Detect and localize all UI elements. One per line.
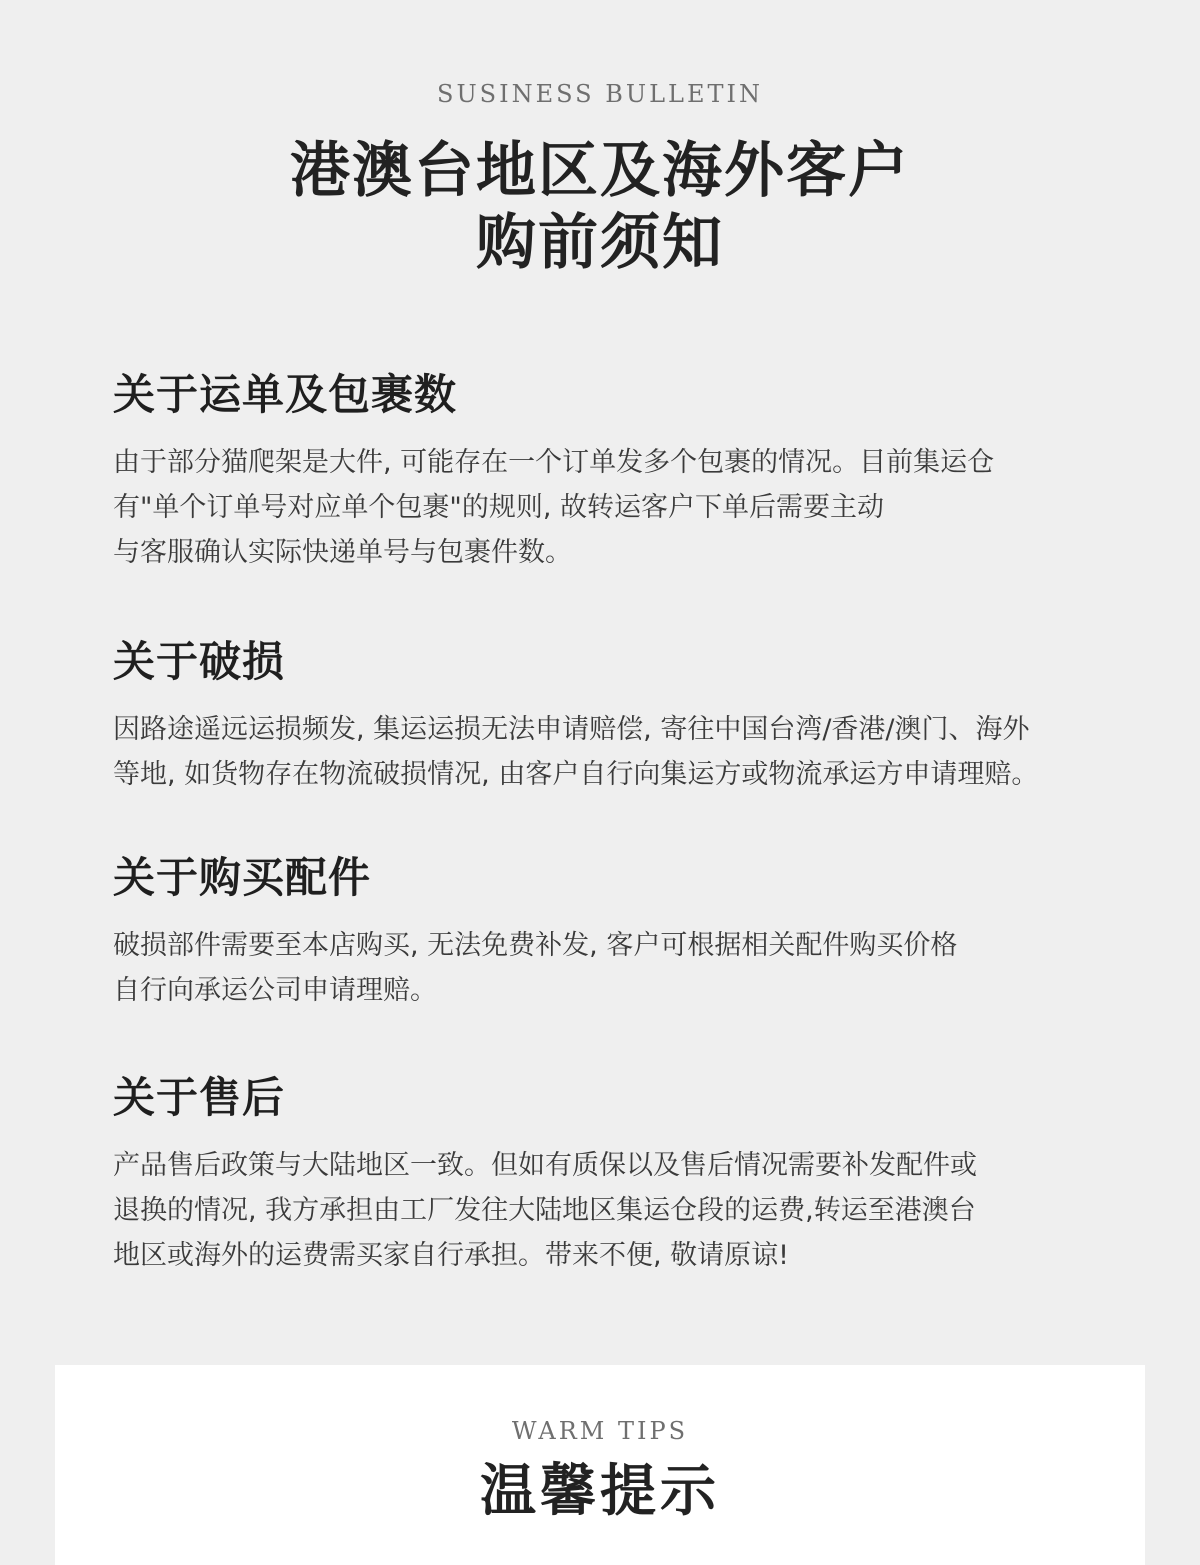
section-body-line: 等地, 如货物存在物流破损情况, 由客户自行向集运方或物流承运方申请理赔。 xyxy=(113,759,1039,790)
section-body xyxy=(113,1143,1123,1278)
section-body-line: 与客服确认实际快递单号与包裹件数。 xyxy=(113,537,572,568)
section-body-line: 破损部件需要至本店购买, 无法免费补发, 客户可根据相关配件购买价格 xyxy=(113,930,958,961)
section-body-line: 由于部分猫爬架是大件, 可能存在一个订单发多个包裹的情况。目前集运仓 xyxy=(113,447,995,478)
warm-tips-eyebrow: WARM TIPS xyxy=(511,1417,689,1445)
page-title xyxy=(0,135,1200,279)
section-after-sales xyxy=(113,1073,1123,1278)
section-body-line: 因路途遥远运损频发, 集运运损无法申请赔偿, 寄往中国台湾/香港/澳门、海外 xyxy=(113,714,1030,745)
section-buy-parts xyxy=(113,853,1123,1013)
section-waybill-packages xyxy=(113,370,1123,575)
section-body xyxy=(113,707,1123,797)
section-body-line: 退换的情况, 我方承担由工厂发往大陆地区集运仓段的运费,转运至港澳台 xyxy=(113,1195,976,1226)
section-body xyxy=(113,440,1123,575)
page-title-line-2: 购前须知 xyxy=(476,208,724,278)
section-heading: 关于购买配件 xyxy=(113,853,372,902)
section-damage xyxy=(113,637,1123,797)
warm-tips-card xyxy=(55,1365,1145,1565)
section-body xyxy=(113,923,1123,1013)
section-heading: 关于售后 xyxy=(113,1073,286,1122)
section-body-line: 地区或海外的运费需买家自行承担。带来不便, 敬请原谅! xyxy=(113,1240,789,1271)
bulletin-eyebrow: SUSINESS BULLETIN xyxy=(437,80,763,108)
warm-tips-title: 温馨提示 xyxy=(480,1459,720,1524)
section-heading: 关于运单及包裹数 xyxy=(113,370,458,419)
page-title-line-1: 港澳台地区及海外客户 xyxy=(290,136,910,206)
section-body-line: 有"单个订单号对应单个包裹"的规则, 故转运客户下单后需要主动 xyxy=(113,492,885,523)
section-body-line: 自行向承运公司申请理赔。 xyxy=(113,975,437,1006)
section-heading: 关于破损 xyxy=(113,637,286,686)
section-body-line: 产品售后政策与大陆地区一致。但如有质保以及售后情况需要补发配件或 xyxy=(113,1150,977,1181)
